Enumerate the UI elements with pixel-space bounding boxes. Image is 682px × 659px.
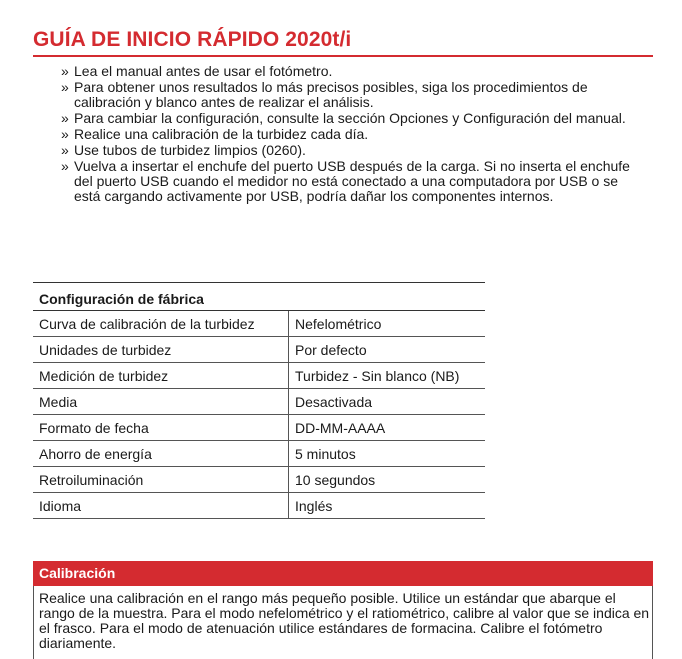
calibration-box-left-border xyxy=(33,586,34,659)
bullet-mark: » xyxy=(61,110,69,126)
calibration-body-text: Realice una calibración en el rango más pequeño posible. Utilice un estándar que abarque el rango de la muestra. Para el modo nefelométrico y el ratiométrico, calibre al valor que se indica en el frasco. Para el modo de atenuación utilice estándares de formacina. Calibre el fotómetro diariamente. xyxy=(39,590,650,651)
table-header-row xyxy=(33,287,485,311)
setting-name: Retroiluminación xyxy=(33,467,289,493)
table-row xyxy=(33,441,485,467)
calibration-box-right-border xyxy=(652,586,653,659)
setting-value: DD-MM-AAAA xyxy=(289,415,486,441)
setting-name: Media xyxy=(33,389,289,415)
table-row xyxy=(33,415,485,441)
setting-name: Idioma xyxy=(33,493,289,519)
factory-settings-heading: Configuración de fábrica xyxy=(33,287,485,311)
setting-value: Inglés xyxy=(289,493,486,519)
bullet-text: Realice una calibración de la turbidez cada día. xyxy=(74,126,369,142)
bullet-item xyxy=(61,80,646,110)
bullet-text: Lea el manual antes de usar el fotómetro. xyxy=(74,63,333,79)
bullet-mark: » xyxy=(61,142,69,158)
setting-value: Por defecto xyxy=(289,337,486,363)
bullet-text: Vuelva a insertar el enchufe del puerto USB después de la carga. Si no inserta el enchufe del puerto USB cuando el medidor no está conectado a una computadora por USB o se está cargando activamente por USB, podría dañar los componentes internos. xyxy=(74,158,630,204)
table-row xyxy=(33,493,485,519)
setting-name: Curva de calibración de la turbidez xyxy=(33,311,289,337)
setting-value: 10 segundos xyxy=(289,467,486,493)
setting-name: Formato de fecha xyxy=(33,415,289,441)
setting-name: Medición de turbidez xyxy=(33,363,289,389)
bullet-text: Para cambiar la configuración, consulte la sección Opciones y Configuración del manual. xyxy=(74,110,626,126)
calibration-heading: Calibración xyxy=(33,561,653,586)
bullet-item xyxy=(61,64,646,79)
factory-settings-top-rule xyxy=(33,282,485,283)
table-row xyxy=(33,363,485,389)
intro-bullet-list xyxy=(61,64,646,204)
table-row xyxy=(33,389,485,415)
table-row xyxy=(33,311,485,337)
bullet-text: Para obtener unos resultados lo más precisos posibles, siga los procedimientos de calibración y blanco antes de realizar el análisis. xyxy=(74,79,588,110)
bullet-mark: » xyxy=(61,126,69,142)
bullet-item xyxy=(61,111,646,126)
bullet-mark: » xyxy=(61,79,69,95)
page-title: GUÍA DE INICIO RÁPIDO 2020t/i xyxy=(33,28,352,51)
table-row xyxy=(33,467,485,493)
bullet-item xyxy=(61,159,646,204)
bullet-mark: » xyxy=(61,63,69,79)
setting-name: Ahorro de energía xyxy=(33,441,289,467)
setting-value: Nefelométrico xyxy=(289,311,486,337)
factory-settings-table xyxy=(33,287,485,519)
title-underline xyxy=(33,55,653,57)
setting-value: Turbidez - Sin blanco (NB) xyxy=(289,363,486,389)
bullet-item xyxy=(61,127,646,142)
bullet-mark: » xyxy=(61,158,69,174)
setting-value: Desactivada xyxy=(289,389,486,415)
table-row xyxy=(33,337,485,363)
bullet-text: Use tubos de turbidez limpios (0260). xyxy=(74,142,306,158)
setting-value: 5 minutos xyxy=(289,441,486,467)
setting-name: Unidades de turbidez xyxy=(33,337,289,363)
bullet-item xyxy=(61,143,646,158)
